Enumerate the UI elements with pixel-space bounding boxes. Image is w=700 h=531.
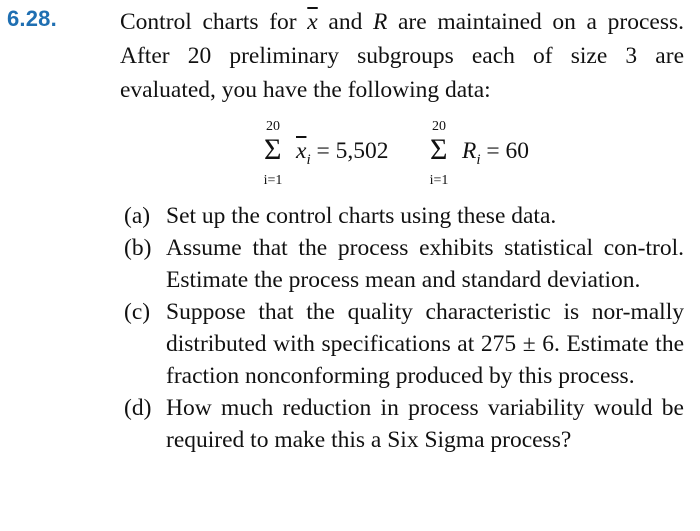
sum-xbar-subscript: i (306, 152, 311, 168)
sigma-symbol: Σ (430, 133, 448, 166)
sum-range-subscript: i (476, 152, 481, 168)
xbar-symbol: $\overline{x}$ (307, 9, 318, 35)
problem-stem (120, 5, 684, 107)
sum-range-value: = 60 (480, 138, 530, 164)
sum-xbar-body (296, 135, 389, 176)
part-label: (d) (124, 395, 152, 421)
sum-xbar-lower-limit: i=1 (263, 173, 283, 188)
part-item (120, 200, 684, 232)
problem-number: 6.28. (7, 6, 57, 31)
stem-text-3: are maintained on a process. After 20 preliminary subgroups each of size 3 are evaluated, you have the following data: (120, 9, 684, 103)
part-label: (c) (124, 299, 151, 325)
sum-range-variable: R (462, 138, 477, 164)
summation-formula (256, 118, 576, 196)
r-symbol: R (372, 9, 388, 35)
sum-xbar-value: = 5,502 (310, 138, 389, 164)
part-text: Assume that the process exhibits statistical con-trol. Estimate the process mean and standard deviation. (166, 235, 684, 293)
part-text: Suppose that the quality characteristic is nor-mally distributed with specifications at 275 ± 6. Estimate the fraction nonconforming produced by this process. (166, 299, 684, 389)
part-label: (b) (124, 235, 152, 261)
sum-xbar-upper-limit: 20 (266, 119, 280, 134)
sum-range-lower-limit: i=1 (429, 173, 449, 188)
stem-text-1: Control charts for (120, 9, 308, 35)
sum-range-upper-limit: 20 (432, 119, 446, 134)
problem-parts (120, 200, 684, 456)
sum-range-body (462, 135, 529, 176)
part-label: (a) (124, 203, 151, 229)
part-item (120, 392, 684, 456)
sigma-symbol: Σ (264, 133, 282, 166)
part-item (120, 232, 684, 296)
part-text: Set up the control charts using these data. (166, 203, 557, 229)
stem-text-2: and (317, 9, 373, 35)
part-item (120, 296, 684, 392)
sum-xbar-variable: $\overline{x}$ (296, 138, 307, 164)
part-text: How much reduction in process variability would be required to make this a Six Sigma process? (166, 395, 684, 453)
